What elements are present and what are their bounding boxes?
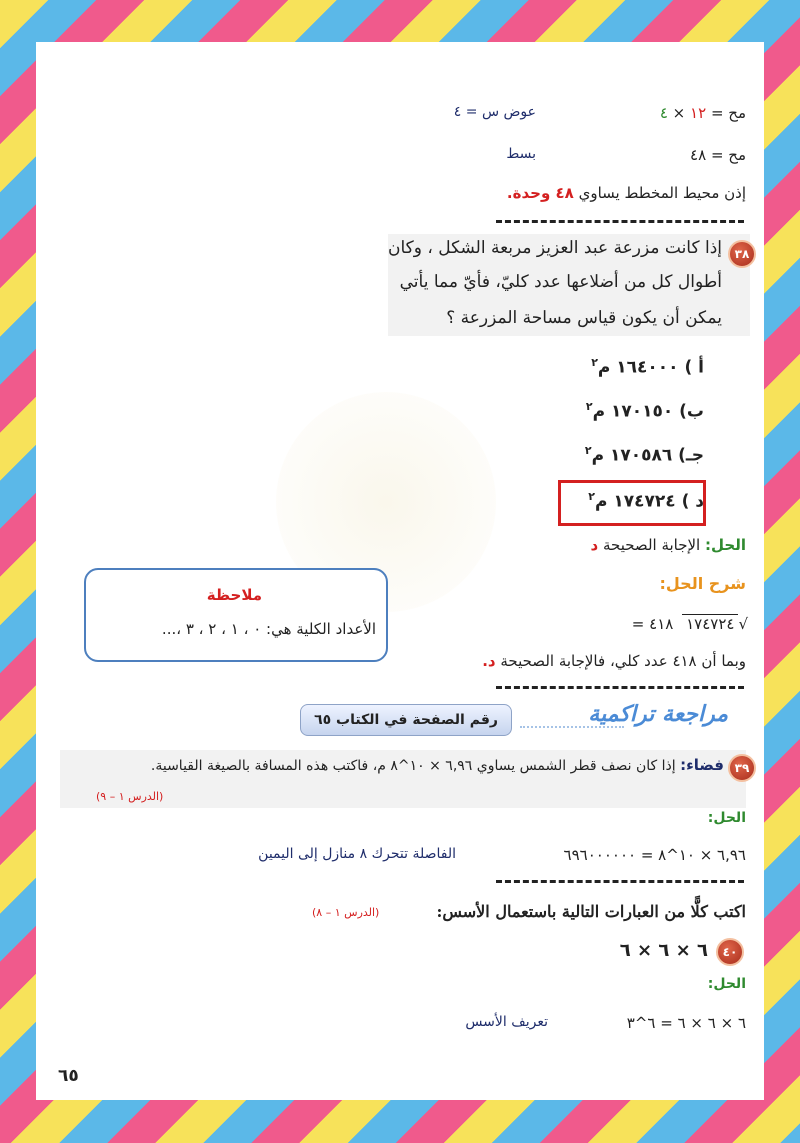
calc-line-2-note: بسط	[506, 146, 536, 162]
option-sup: ٢	[584, 444, 592, 457]
calc-conclusion-text: إذن محيط المخطط يساوي	[578, 184, 746, 202]
calc-line-1-p: مح =	[710, 104, 746, 122]
q38-sqrt-work	[632, 614, 748, 633]
q38-number-badge: ٣٨	[728, 240, 756, 268]
q38-line-2: أطوال كل من أضلاعها عدد كليّ، فأيّ مما يأتي	[399, 272, 722, 292]
divider	[496, 220, 744, 223]
note-box	[84, 568, 388, 662]
q39-solution-label: الحل:	[707, 810, 746, 826]
note-text: الأعداد الكلية هي: ٠ ، ١ ، ٢ ، ٣ ،...	[161, 620, 376, 638]
option-label: د )	[681, 491, 704, 512]
solution-label: الحل:	[705, 536, 746, 554]
review-dotted-line	[520, 726, 624, 728]
calc-line-1	[660, 104, 746, 122]
solution-value: د	[590, 536, 599, 554]
option-sup: ٢	[585, 400, 593, 413]
q40-expression: ٦ × ٦ × ٦	[619, 940, 708, 961]
q38-line-3: يمكن أن يكون قياس مساحة المزرعة ؟	[446, 308, 722, 328]
q38-solution	[591, 536, 746, 554]
because-text: وبما أن ٤١٨ عدد كلي، فالإجابة الصحيحة	[500, 652, 746, 670]
calc-line-1-note: عوض س = ٤	[453, 104, 536, 120]
q40-work-note: تعريف الأسس	[465, 1014, 548, 1030]
q40-work: ٦ × ٦ × ٦ = ٦^٣	[626, 1014, 746, 1032]
option-sup: ٢	[591, 356, 598, 369]
divider	[496, 686, 744, 689]
option-sup: ٢	[588, 490, 595, 503]
option-label: ب)	[679, 401, 704, 422]
option-value: ١٧٠١٥٠ م	[592, 401, 674, 422]
sqrt-sign-icon: √	[738, 615, 748, 633]
q40-solution-label: الحل:	[707, 976, 746, 992]
q38-because	[482, 652, 746, 670]
q39-lesson: (الدرس ١ – ٩)	[96, 790, 164, 803]
q39-number-badge: ٣٩	[728, 754, 756, 782]
q39-topic: فضاء:	[680, 756, 724, 774]
sqrt-radicand: ١٧٤٧٢٤	[682, 614, 738, 633]
option-value: ١٧٤٧٢٤ م	[595, 491, 676, 512]
q38-option-b	[586, 400, 704, 422]
calc-conclusion-value: ٤٨ وحدة.	[506, 184, 574, 202]
worksheet-page	[36, 42, 764, 1100]
calc-line-1-times: ×	[672, 104, 686, 122]
divider	[496, 880, 744, 883]
calc-line-1-b: ٤	[659, 104, 668, 122]
q38-option-a	[591, 356, 704, 378]
q39-question	[151, 756, 724, 774]
section-instruction: اكتب كلًّا من العبارات التالية باستعمال الأسس:	[436, 902, 746, 921]
calc-line-1-a: ١٢	[690, 104, 707, 122]
q39-text: إذا كان نصف قطر الشمس يساوي ٦,٩٦ × ١٠^٨ م، فاكتب هذه المسافة بالصيغة القياسية.	[150, 758, 676, 774]
calc-line-2: مح = ٤٨	[690, 146, 746, 164]
q38-line-1: إذا كانت مزرعة عبد العزيز مربعة الشكل ، وكان	[387, 238, 722, 258]
section-lesson: (الدرس ١ – ٨)	[312, 906, 380, 919]
solution-text: الإجابة الصحيحة	[603, 536, 701, 554]
q38-option-d	[588, 490, 704, 512]
page-reference-badge: رقم الصفحة في الكتاب ٦٥	[300, 704, 512, 736]
option-label: جـ)	[678, 445, 704, 466]
q38-explain-label: شرح الحل:	[659, 574, 746, 593]
q38-option-c	[585, 444, 704, 466]
note-title: ملاحظة	[206, 586, 262, 604]
because-value: د.	[482, 652, 496, 670]
option-value: ١٦٤٠٠٠ م	[597, 357, 679, 378]
option-value: ١٧٠٥٨٦ م	[591, 445, 673, 466]
calc-conclusion	[507, 184, 746, 202]
sqrt-result: = ٤١٨	[631, 615, 674, 633]
q39-work-note: الفاصلة تتحرك ٨ منازل إلى اليمين	[258, 846, 456, 862]
option-label: أ )	[684, 357, 704, 378]
q39-work: ٦,٩٦ × ١٠^٨ = ٦٩٦٠٠٠٠٠٠	[563, 846, 746, 864]
q40-number-badge: ٤٠	[716, 938, 744, 966]
review-title: مراجعة تراكمية	[588, 702, 728, 727]
page-number: ٦٥	[58, 1066, 79, 1086]
